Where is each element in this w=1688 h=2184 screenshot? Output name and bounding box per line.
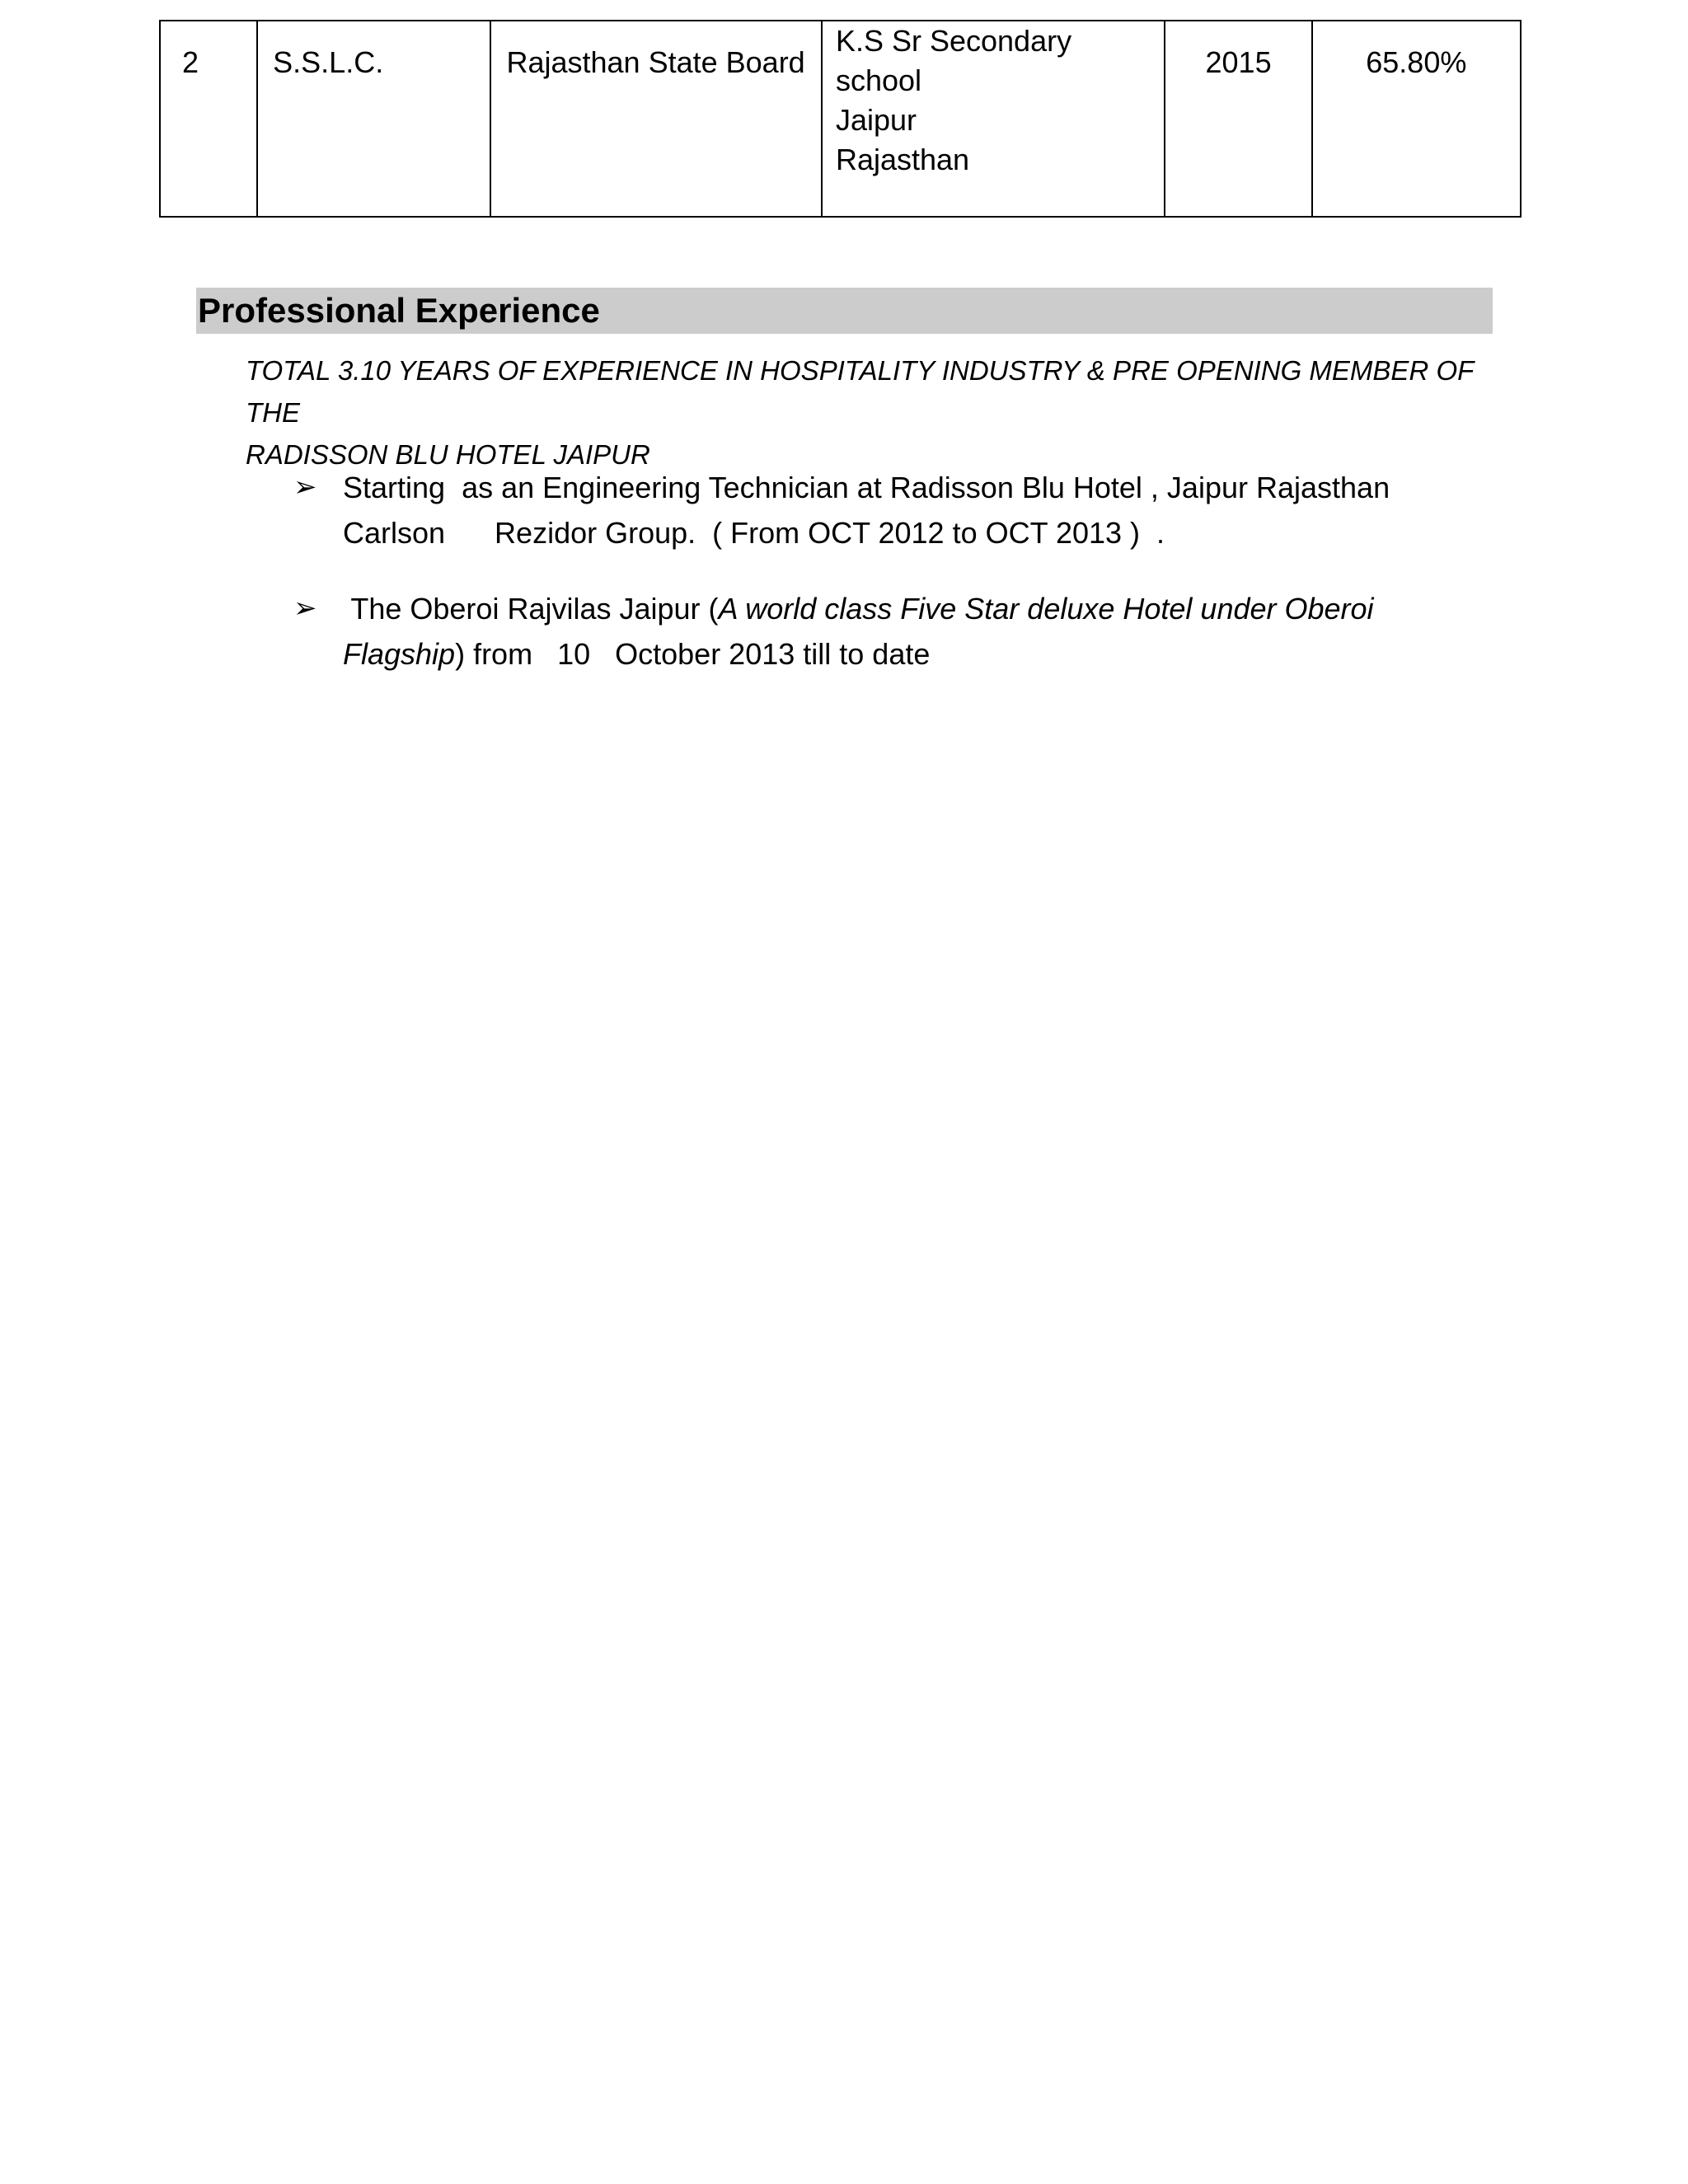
section-header-bar [196,288,1493,334]
qualification: S.S.L.C. [273,45,384,79]
percentage-cell [1312,21,1521,217]
hotel-description: A world class Five Star deluxe Hotel under Oberoi [718,592,1374,626]
board-cell [490,21,821,217]
serial-number: 2 [182,45,199,79]
section-title: Professional Experience [198,291,600,330]
table-row [160,21,1521,217]
passing-year: 2015 [1205,45,1272,79]
institution-line: Rajasthan [835,143,970,176]
education-table [159,20,1522,218]
experience-line: Carlson Rezidor Group. ( From OCT 2012 to OCT 2013 ) . [343,516,1165,550]
employment-period: ) from 10 October 2013 till to date [455,637,931,671]
hotel-name: The Oberoi Rajvilas Jaipur ( [343,592,719,626]
arrowhead-bullet-icon: ➢ [293,593,317,624]
experience-line [343,631,1480,677]
serial-cell [160,21,257,217]
year-cell [1165,21,1311,217]
experience-summary [246,349,1482,476]
experience-text [343,586,1480,677]
summary-line: RADISSON BLU HOTEL JAIPUR [246,439,650,470]
arrowhead-bullet-icon: ➢ [293,471,317,503]
institution-cell [822,21,1165,217]
institution-line: K.S Sr Secondary school [835,24,1072,97]
board-name: Rajasthan State Board [506,45,805,79]
experience-line: Starting as an Engineering Technician at Radisson Blu Hotel , Jaipur Rajasthan [343,471,1390,504]
experience-line [343,586,1480,631]
institution [823,21,1165,180]
institution-line: Jaipur [835,103,917,137]
qualification-cell [257,21,490,217]
percentage: 65.80% [1366,45,1467,79]
summary-line: TOTAL 3.10 YEARS OF EXPERIENCE IN HOSPITALITY INDUSTRY & PRE OPENING MEMBER OF THE [246,355,1474,428]
hotel-description-end: Flagship [343,637,456,671]
experience-text [343,465,1480,555]
